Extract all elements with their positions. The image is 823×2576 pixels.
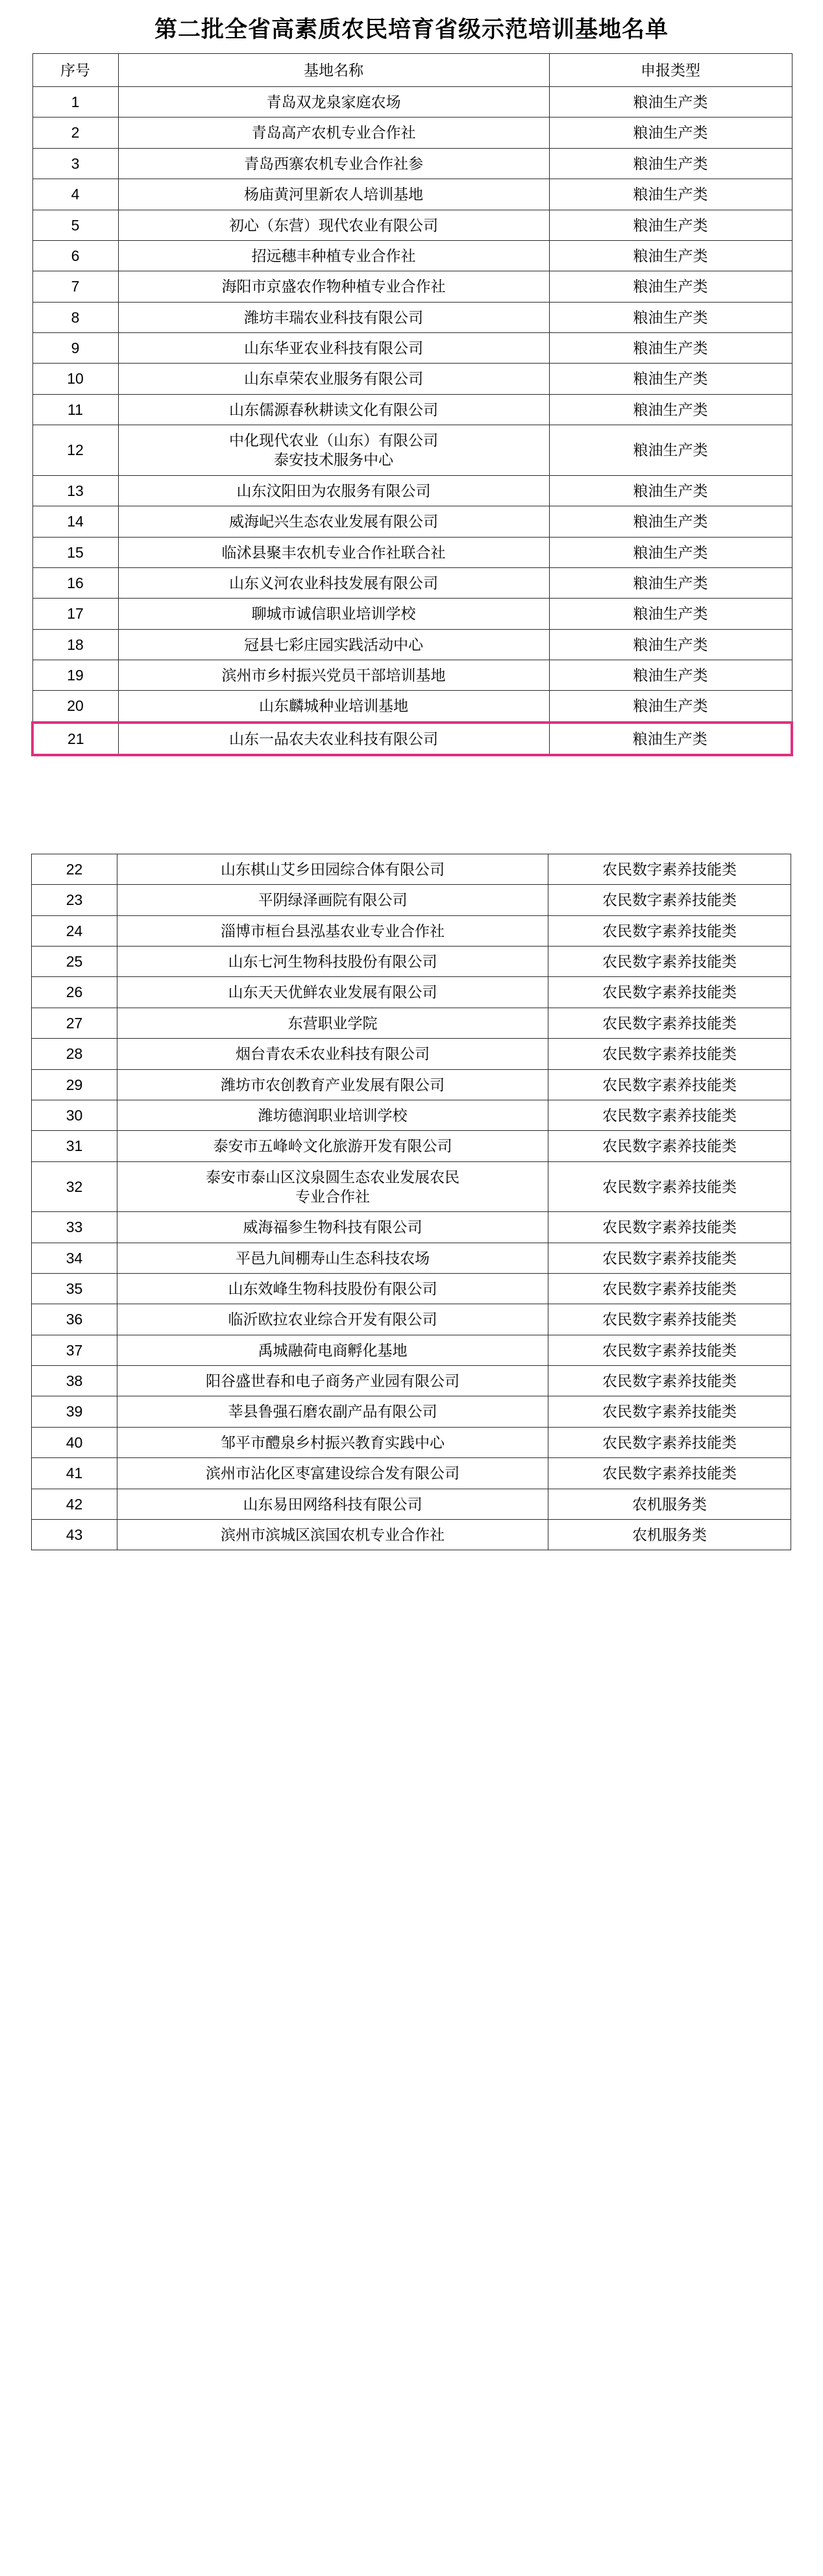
table-row	[32, 1161, 791, 1212]
cell-declared-type: 粮油生产类	[549, 271, 792, 302]
table-header-row	[32, 53, 792, 86]
cell-declared-type: 粮油生产类	[549, 629, 792, 660]
cell-declared-type: 农机服务类	[548, 1519, 791, 1550]
cell-index: 9	[32, 332, 118, 363]
table-row	[32, 1489, 791, 1519]
cell-base-name: 山东易田网络科技有限公司	[117, 1489, 548, 1519]
cell-index: 5	[32, 210, 118, 240]
cell-index: 15	[32, 537, 118, 567]
cell-declared-type: 粮油生产类	[549, 691, 792, 723]
cell-index: 11	[32, 394, 118, 425]
table-row	[32, 332, 792, 363]
cell-base-name: 初心（东营）现代农业有限公司	[118, 210, 549, 240]
cell-index: 38	[32, 1366, 117, 1396]
cell-declared-type: 粮油生产类	[549, 567, 792, 598]
table-row	[32, 240, 792, 271]
cell-base-name: 青岛高产农机专业合作社	[118, 118, 549, 148]
table-row	[32, 148, 792, 179]
table-row	[32, 885, 791, 915]
cell-index: 21	[32, 723, 118, 755]
cell-base-name: 山东麟城种业培训基地	[118, 691, 549, 723]
cell-declared-type: 粮油生产类	[549, 210, 792, 240]
cell-base-name: 山东效峰生物科技股份有限公司	[117, 1274, 548, 1304]
cell-base-name: 山东天天优鲜农业发展有限公司	[117, 977, 548, 1008]
table-row	[32, 118, 792, 148]
cell-index: 12	[32, 425, 118, 476]
column-header-name: 基地名称	[118, 53, 549, 86]
cell-index: 17	[32, 599, 118, 629]
cell-base-name: 泰安市泰山区汶泉圆生态农业发展农民 专业合作社	[117, 1161, 548, 1212]
cell-declared-type: 农民数字素养技能类	[548, 1366, 791, 1396]
cell-declared-type: 粮油生产类	[549, 475, 792, 506]
cell-base-name: 山东一品农夫农业科技有限公司	[118, 723, 549, 755]
cell-declared-type: 农民数字素养技能类	[548, 854, 791, 885]
cell-index: 28	[32, 1039, 117, 1069]
cell-base-name: 山东华亚农业科技有限公司	[118, 332, 549, 363]
page-break-gap	[0, 756, 823, 854]
table-row	[32, 723, 792, 755]
cell-index: 43	[32, 1519, 117, 1550]
cell-declared-type: 农民数字素养技能类	[548, 1396, 791, 1427]
table-row	[32, 87, 792, 118]
cell-declared-type: 粮油生产类	[549, 660, 792, 690]
cell-declared-type: 粮油生产类	[549, 302, 792, 332]
cell-index: 19	[32, 660, 118, 690]
table-row	[32, 660, 792, 690]
cell-base-name: 滨州市乡村振兴党员干部培训基地	[118, 660, 549, 690]
cell-index: 3	[32, 148, 118, 179]
cell-base-name: 山东七河生物科技股份有限公司	[117, 947, 548, 977]
cell-declared-type: 农民数字素养技能类	[548, 1069, 791, 1100]
table-row	[32, 1519, 791, 1550]
cell-base-name: 临沂欧拉农业综合开发有限公司	[117, 1304, 548, 1335]
cell-index: 37	[32, 1335, 117, 1365]
table-row	[32, 1427, 791, 1457]
cell-index: 34	[32, 1243, 117, 1273]
table-row	[32, 1039, 791, 1069]
table-row	[32, 210, 792, 240]
cell-declared-type: 农民数字素养技能类	[548, 1008, 791, 1038]
table-row	[32, 506, 792, 537]
cell-index: 13	[32, 475, 118, 506]
table-row	[32, 599, 792, 629]
cell-index: 41	[32, 1458, 117, 1489]
cell-declared-type: 粮油生产类	[549, 87, 792, 118]
table-row	[32, 691, 792, 723]
table-row	[32, 629, 792, 660]
cell-base-name: 青岛双龙泉家庭农场	[118, 87, 549, 118]
cell-index: 2	[32, 118, 118, 148]
cell-base-name: 招远穗丰种植专业合作社	[118, 240, 549, 271]
cell-base-name: 禹城融荷电商孵化基地	[117, 1335, 548, 1365]
cell-declared-type: 农民数字素养技能类	[548, 1100, 791, 1130]
cell-base-name: 平邑九间棚寿山生态科技农场	[117, 1243, 548, 1273]
cell-base-name: 阳谷盛世春和电子商务产业园有限公司	[117, 1366, 548, 1396]
cell-declared-type: 农民数字素养技能类	[548, 1427, 791, 1457]
cell-index: 7	[32, 271, 118, 302]
cell-base-name: 淄博市桓台县泓基农业专业合作社	[117, 915, 548, 946]
cell-index: 32	[32, 1161, 117, 1212]
cell-index: 6	[32, 240, 118, 271]
cell-base-name: 海阳市京盛农作物种植专业合作社	[118, 271, 549, 302]
cell-declared-type: 农民数字素养技能类	[548, 915, 791, 946]
cell-index: 26	[32, 977, 117, 1008]
cell-declared-type: 农机服务类	[548, 1489, 791, 1519]
table-row	[32, 854, 791, 885]
table-row	[32, 1335, 791, 1365]
cell-base-name: 中化现代农业（山东）有限公司 泰安技术服务中心	[118, 425, 549, 476]
cell-index: 20	[32, 691, 118, 723]
cell-base-name: 杨庙黄河里新农人培训基地	[118, 179, 549, 210]
cell-declared-type: 粮油生产类	[549, 425, 792, 476]
cell-base-name: 威海屺兴生态农业发展有限公司	[118, 506, 549, 537]
cell-declared-type: 农民数字素养技能类	[548, 1274, 791, 1304]
cell-declared-type: 农民数字素养技能类	[548, 947, 791, 977]
table-row	[32, 271, 792, 302]
cell-base-name: 潍坊市农创教育产业发展有限公司	[117, 1069, 548, 1100]
cell-declared-type: 农民数字素养技能类	[548, 1335, 791, 1365]
column-header-index: 序号	[32, 53, 118, 86]
table-row	[32, 394, 792, 425]
cell-base-name: 临沭县聚丰农机专业合作社联合社	[118, 537, 549, 567]
table-row	[32, 1366, 791, 1396]
cell-declared-type: 农民数字素养技能类	[548, 1212, 791, 1243]
table-row	[32, 1458, 791, 1489]
cell-base-name: 滨州市滨城区滨国农机专业合作社	[117, 1519, 548, 1550]
listing-table-two	[31, 854, 791, 1550]
table-row	[32, 915, 791, 946]
cell-index: 24	[32, 915, 117, 946]
cell-base-name: 威海福参生物科技有限公司	[117, 1212, 548, 1243]
table-row	[32, 1243, 791, 1273]
cell-index: 31	[32, 1131, 117, 1161]
cell-index: 39	[32, 1396, 117, 1427]
cell-index: 14	[32, 506, 118, 537]
cell-index: 4	[32, 179, 118, 210]
sheet-section-one	[0, 0, 823, 756]
cell-index: 8	[32, 302, 118, 332]
cell-index: 30	[32, 1100, 117, 1130]
cell-base-name: 莘县鲁强石磨农副产品有限公司	[117, 1396, 548, 1427]
table-row	[32, 364, 792, 394]
cell-declared-type: 农民数字素养技能类	[548, 977, 791, 1008]
cell-base-name: 山东汶阳田为农服务有限公司	[118, 475, 549, 506]
cell-base-name: 青岛西寨农机专业合作社参	[118, 148, 549, 179]
cell-index: 18	[32, 629, 118, 660]
cell-index: 27	[32, 1008, 117, 1038]
cell-declared-type: 粮油生产类	[549, 394, 792, 425]
table-row	[32, 1212, 791, 1243]
cell-declared-type: 粮油生产类	[549, 599, 792, 629]
cell-base-name: 滨州市沾化区枣富建设综合发有限公司	[117, 1458, 548, 1489]
cell-declared-type: 粮油生产类	[549, 723, 792, 755]
cell-index: 29	[32, 1069, 117, 1100]
table-row	[32, 1396, 791, 1427]
cell-base-name: 平阴绿泽画院有限公司	[117, 885, 548, 915]
cell-index: 22	[32, 854, 117, 885]
cell-index: 25	[32, 947, 117, 977]
cell-declared-type: 农民数字素养技能类	[548, 1304, 791, 1335]
cell-declared-type: 粮油生产类	[549, 179, 792, 210]
cell-declared-type: 粮油生产类	[549, 148, 792, 179]
cell-base-name: 烟台青农禾农业科技有限公司	[117, 1039, 548, 1069]
cell-declared-type: 粮油生产类	[549, 240, 792, 271]
cell-index: 10	[32, 364, 118, 394]
cell-index: 23	[32, 885, 117, 915]
table-row	[32, 475, 792, 506]
sheet-section-two	[0, 854, 823, 1572]
cell-declared-type: 粮油生产类	[549, 506, 792, 537]
cell-base-name: 邹平市醴泉乡村振兴教育实践中心	[117, 1427, 548, 1457]
table-row	[32, 537, 792, 567]
cell-base-name: 山东卓荣农业服务有限公司	[118, 364, 549, 394]
cell-base-name: 潍坊德润职业培训学校	[117, 1100, 548, 1130]
cell-index: 40	[32, 1427, 117, 1457]
cell-declared-type: 农民数字素养技能类	[548, 1161, 791, 1212]
cell-base-name: 冠县七彩庄园实践活动中心	[118, 629, 549, 660]
cell-index: 35	[32, 1274, 117, 1304]
cell-index: 16	[32, 567, 118, 598]
cell-index: 1	[32, 87, 118, 118]
cell-declared-type: 农民数字素养技能类	[548, 885, 791, 915]
cell-declared-type: 粮油生产类	[549, 118, 792, 148]
table-row	[32, 977, 791, 1008]
cell-index: 36	[32, 1304, 117, 1335]
table-row	[32, 567, 792, 598]
cell-index: 42	[32, 1489, 117, 1519]
cell-base-name: 山东义河农业科技发展有限公司	[118, 567, 549, 598]
listing-table-one	[31, 53, 793, 756]
table-row	[32, 1069, 791, 1100]
cell-declared-type: 农民数字素养技能类	[548, 1131, 791, 1161]
cell-declared-type: 粮油生产类	[549, 537, 792, 567]
table-row	[32, 1008, 791, 1038]
table-row	[32, 947, 791, 977]
table-row	[32, 1304, 791, 1335]
column-header-type: 申报类型	[549, 53, 792, 86]
cell-declared-type: 粮油生产类	[549, 332, 792, 363]
table-row	[32, 425, 792, 476]
cell-index: 33	[32, 1212, 117, 1243]
cell-base-name: 泰安市五峰岭文化旅游开发有限公司	[117, 1131, 548, 1161]
cell-base-name: 东营职业学院	[117, 1008, 548, 1038]
cell-base-name: 山东棋山艾乡田园综合体有限公司	[117, 854, 548, 885]
table-row	[32, 1274, 791, 1304]
cell-declared-type: 粮油生产类	[549, 364, 792, 394]
cell-base-name: 聊城市诚信职业培训学校	[118, 599, 549, 629]
page-title: 第二批全省高素质农民培育省级示范培训基地名单	[154, 17, 669, 42]
table-row	[32, 302, 792, 332]
table-row	[32, 1100, 791, 1130]
cell-declared-type: 农民数字素养技能类	[548, 1039, 791, 1069]
cell-declared-type: 农民数字素养技能类	[548, 1243, 791, 1273]
cell-declared-type: 农民数字素养技能类	[548, 1458, 791, 1489]
table-row	[32, 179, 792, 210]
table-row	[32, 1131, 791, 1161]
cell-base-name: 潍坊丰瑞农业科技有限公司	[118, 302, 549, 332]
cell-base-name: 山东儒源春秋耕读文化有限公司	[118, 394, 549, 425]
